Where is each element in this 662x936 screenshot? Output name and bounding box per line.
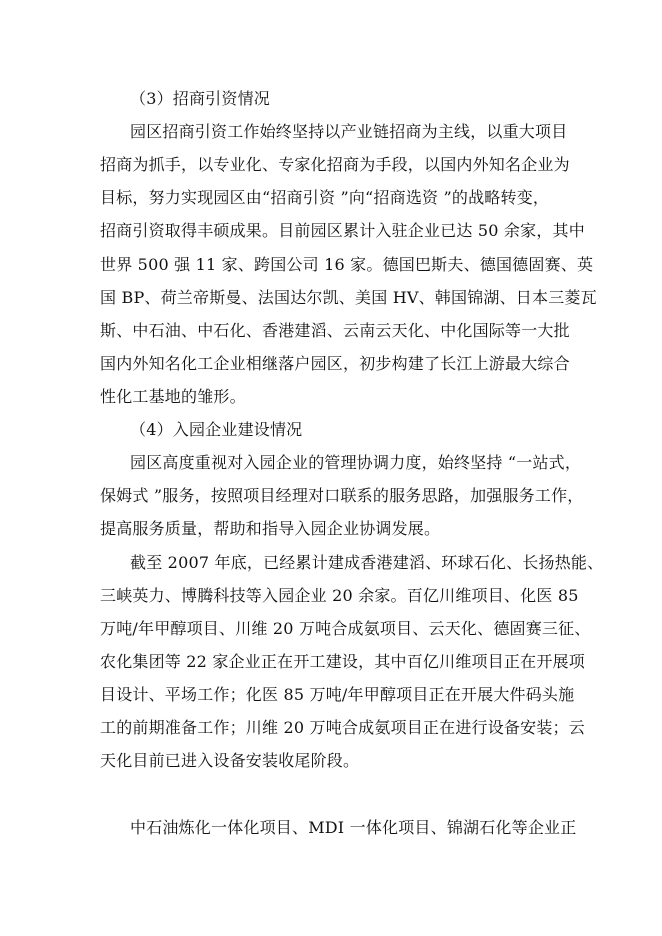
paragraph-line: 招商引资取得丰硕成果。目前园区累计入驻企业已达 50 余家，其中 — [100, 221, 585, 240]
paragraph-line: 三峡英力、博腾科技等入园企业 20 余家。百亿川维项目、化医 85 — [100, 586, 579, 605]
paragraph-line: 万吨/年甲醇项目、川维 20 万吨合成氨项目、云天化、德固赛三征、 — [100, 619, 591, 638]
paragraph-line: 性化工基地的雏形。 — [100, 387, 246, 406]
paragraph-line: 园区招商引资工作始终坚持以产业链招商为主线，以重大项目 — [130, 122, 568, 141]
paragraph-line: 国 BP、荷兰帝斯曼、法国达尔凯、美国 HV、韩国锦湖、日本三菱瓦 — [100, 288, 597, 307]
paragraph-line: 园区高度重视对入园企业的管理协调力度，始终坚持 “一站式， — [130, 453, 582, 472]
paragraph-line: 斯、中石油、中石化、香港建滔、云南云天化、中化国际等一大批 — [100, 321, 570, 340]
paragraph-line: 目设计、平场工作；化医 85 万吨/年甲醇项目正在开展大件码头施 — [100, 685, 575, 704]
paragraph-line: 保姆式 ”服务，按照项目经理对口联系的服务思路，加强服务工作， — [100, 486, 584, 505]
paragraph-line: 国内外知名化工企业相继落户园区，初步构建了长江上游最大综合 — [100, 354, 570, 373]
section-heading-investment: （3）招商引资情况 — [130, 89, 270, 108]
paragraph-line: 天化目前已进入设备安装收尾阶段。 — [100, 751, 360, 770]
paragraph-line: 提高服务质量，帮助和指导入园企业协调发展。 — [100, 519, 441, 538]
paragraph-line: 招商为抓手，以专业化、专家化招商为手段，以国内外知名企业为 — [100, 155, 570, 174]
paragraph-line: 中石油炼化一体化项目、MDI 一体化项目、锦湖石化等企业正 — [130, 818, 577, 837]
section-heading-enterprise-construction: （4）入园企业建设情况 — [130, 420, 303, 439]
paragraph-line: 世界 500 强 11 家、跨国公司 16 家。德国巴斯夫、德国德固赛、英 — [100, 255, 594, 274]
paragraph-line: 工的前期准备工作；川维 20 万吨合成氨项目正在进行设备安装；云 — [100, 718, 585, 737]
paragraph-line: 目标，努力实现园区由“招商引资 ”向“招商选资 ”的战略转变， — [100, 188, 550, 207]
paragraph-line: 截至 2007 年底，已经累计建成香港建滔、环球石化、长扬热能、 — [130, 553, 604, 572]
paragraph-line: 农化集团等 22 家企业正在开工建设，其中百亿川维项目正在开展项 — [100, 652, 585, 671]
